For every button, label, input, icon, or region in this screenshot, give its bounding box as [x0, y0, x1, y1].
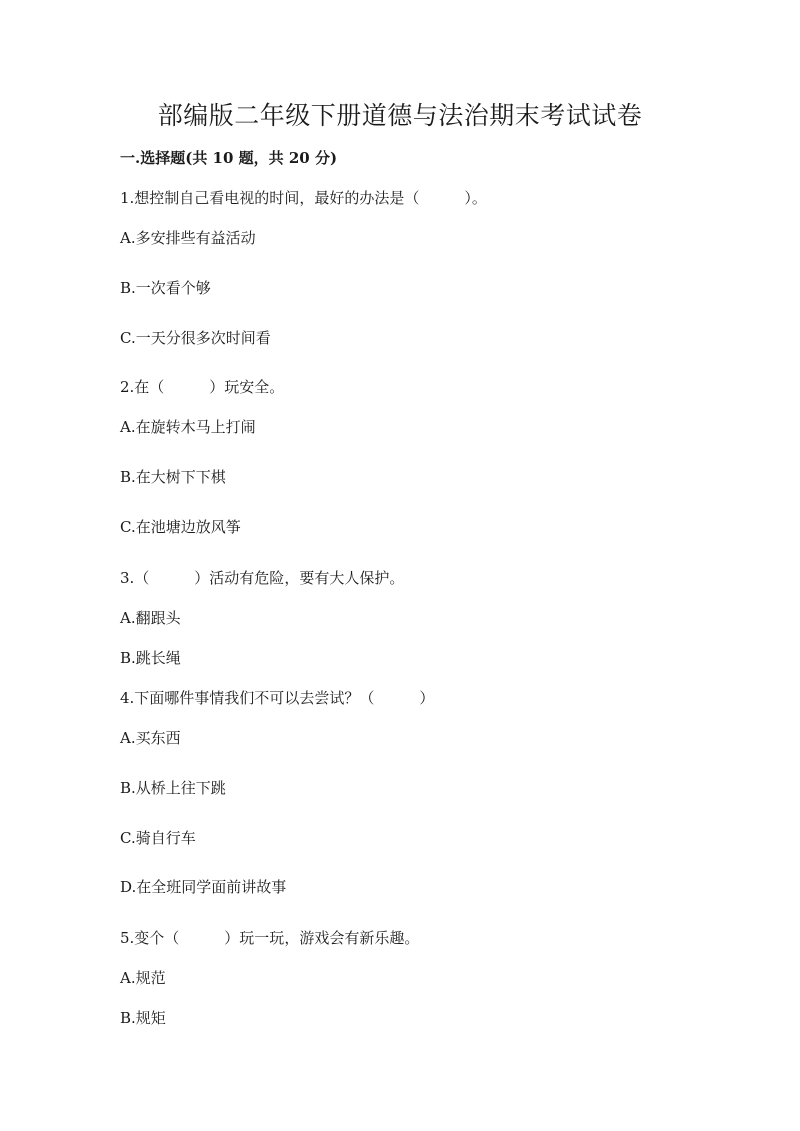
- question-5-option-b: B.规矩: [120, 1009, 166, 1027]
- question-4-stem: 4.下面哪件事情我们不可以去尝试？（ ）: [120, 689, 435, 707]
- question-4-option-d: D.在全班同学面前讲故事: [120, 878, 287, 896]
- exam-title: 部编版二年级下册道德与法治期末考试试卷: [157, 101, 643, 130]
- question-2-option-a: A.在旋转木马上打闹: [120, 418, 256, 436]
- question-4-option-a: A.买东西: [120, 729, 181, 747]
- question-4-option-c: C.骑自行车: [120, 829, 196, 847]
- question-4-option-b: B.从桥上往下跳: [120, 779, 226, 797]
- question-3-option-b: B.跳长绳: [120, 649, 181, 667]
- question-1-option-c: C.一天分很多次时间看: [120, 329, 271, 347]
- question-2-option-b: B.在大树下下棋: [120, 468, 226, 486]
- question-5-stem: 5.变个（ ）玩一玩，游戏会有新乐趣。: [120, 929, 420, 947]
- question-1-option-a: A.多安排些有益活动: [120, 229, 256, 247]
- question-3-option-a: A.翻跟头: [120, 609, 181, 627]
- question-3-stem: 3.（ ）活动有危险，要有大人保护。: [120, 569, 405, 587]
- section-heading: 一.选择题(共 10 题，共 20 分): [120, 149, 338, 167]
- question-2-stem: 2.在（ ）玩安全。: [120, 378, 285, 396]
- question-2-option-c: C.在池塘边放风筝: [120, 518, 241, 536]
- question-1-stem: 1.想控制自己看电视的时间，最好的办法是（ ）。: [120, 189, 487, 207]
- question-5-option-a: A.规范: [120, 969, 166, 987]
- question-1-option-b: B.一次看个够: [120, 279, 211, 297]
